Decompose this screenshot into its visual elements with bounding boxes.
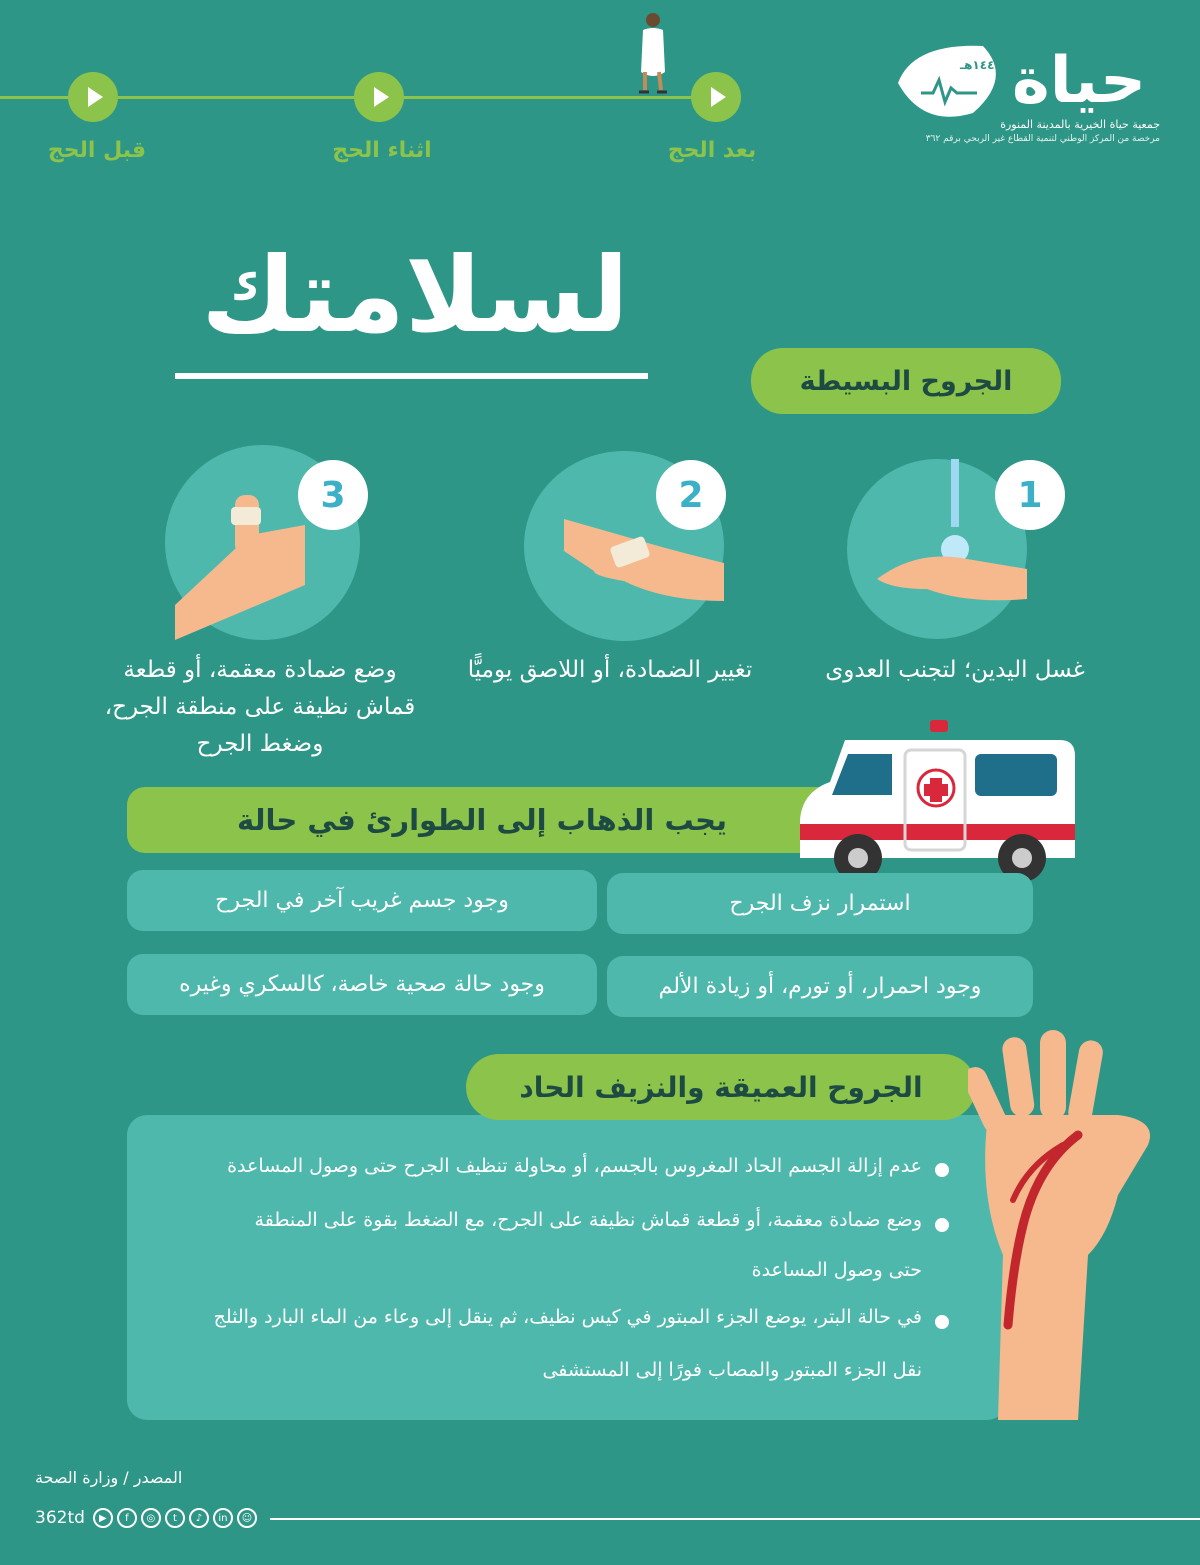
step-1-caption: غسل اليدين؛ لتجنب العدوى	[825, 657, 1085, 683]
deep-wounds-bullet-3-continued: نقل الجزء المبتور والمصاب فورًا إلى المستشفى	[542, 1359, 922, 1381]
timeline-before-label: قبل الحج	[47, 138, 147, 163]
step-2-number: 2	[656, 460, 726, 530]
timeline-during-play-button[interactable]	[354, 72, 404, 122]
timeline-during-label: اثناء الحج	[332, 138, 432, 163]
footer-divider	[270, 1518, 1200, 1520]
step-1-number: 1	[995, 460, 1065, 530]
step-2-caption: تغيير الضمادة، أو اللاصق يوميًّا	[467, 657, 753, 683]
play-icon	[711, 87, 726, 107]
pilgrim-illustration	[633, 10, 673, 95]
step-3-caption: وضع ضمادة معقمة، أو قطعة قماش نظيفة على منطقة الجرح، وضغط الجرح	[104, 657, 416, 757]
deep-wounds-bullet-2-continued: حتى وصول المساعدة	[751, 1259, 922, 1281]
facebook-icon[interactable]: f	[117, 1508, 137, 1528]
timeline-after-play-button[interactable]	[691, 72, 741, 122]
deep-wounds-heading: الجروح العميقة والنزيف الحاد	[466, 1054, 976, 1120]
youtube-icon[interactable]: ▶	[93, 1508, 113, 1528]
bullet-dot	[935, 1163, 949, 1177]
timeline-after-label: بعد الحج	[667, 138, 757, 163]
emergency-item-bleeding: استمرار نزف الجرح	[607, 873, 1033, 934]
instagram-icon[interactable]: ◎	[141, 1508, 161, 1528]
social-bar	[35, 1508, 257, 1528]
play-icon	[374, 87, 389, 107]
logo-license: مرخصة من المركز الوطني لتنمية القطاع غير الربحي برقم ٣٦٢	[925, 134, 1160, 144]
snapchat-icon[interactable]: ☺	[237, 1508, 257, 1528]
deep-wounds-bullet-2: وضع ضمادة معقمة، أو قطعة قماش نظيفة على الجرح، مع الضغط بقوة على المنطقة	[254, 1209, 922, 1231]
source-credit: المصدر / وزارة الصحة	[35, 1468, 183, 1487]
social-handle: 362td	[35, 1508, 85, 1528]
emergency-heading: يجب الذهاب إلى الطوارئ في حالة	[127, 787, 837, 853]
logo-name: حياة	[1012, 44, 1147, 118]
emergency-item-foreign-body: وجود جسم غريب آخر في الجرح	[127, 870, 597, 931]
page-title: لسلامتك	[201, 234, 629, 356]
logo-org-name: جمعية حياة الخيرية بالمدينة المنورة	[1000, 118, 1160, 131]
bleeding-hand-icon	[968, 1025, 1158, 1420]
linkedin-icon[interactable]: in	[213, 1508, 233, 1528]
logo-year: ١٤٤٧هـ	[960, 58, 1002, 72]
deep-wounds-panel	[127, 1115, 1007, 1420]
deep-wounds-bullet-3: في حالة البتر، يوضع الجزء المبتور في كيس نظيف، ثم ينقل إلى وعاء من الماء البارد والثلج	[213, 1306, 922, 1328]
minor-wounds-heading: الجروح البسيطة	[751, 348, 1061, 414]
bullet-dot	[935, 1315, 949, 1329]
timeline-before-play-button[interactable]	[68, 72, 118, 122]
bullet-dot	[935, 1218, 949, 1232]
tiktok-icon[interactable]: ♪	[189, 1508, 209, 1528]
emergency-item-redness: وجود احمرار، أو تورم، أو زيادة الألم	[607, 956, 1033, 1017]
step-3-number: 3	[298, 460, 368, 530]
play-icon	[88, 87, 103, 107]
title-underline	[175, 373, 648, 379]
emergency-item-chronic-condition: وجود حالة صحية خاصة، كالسكري وغيره	[127, 954, 597, 1015]
logo-leaf-icon	[893, 38, 1018, 123]
twitter-icon[interactable]: t	[165, 1508, 185, 1528]
deep-wounds-bullet-1: عدم إزالة الجسم الحاد المغروس بالجسم، أو محاولة تنظيف الجرح حتى وصول المساعدة	[227, 1155, 922, 1177]
ambulance-icon	[790, 720, 1082, 885]
